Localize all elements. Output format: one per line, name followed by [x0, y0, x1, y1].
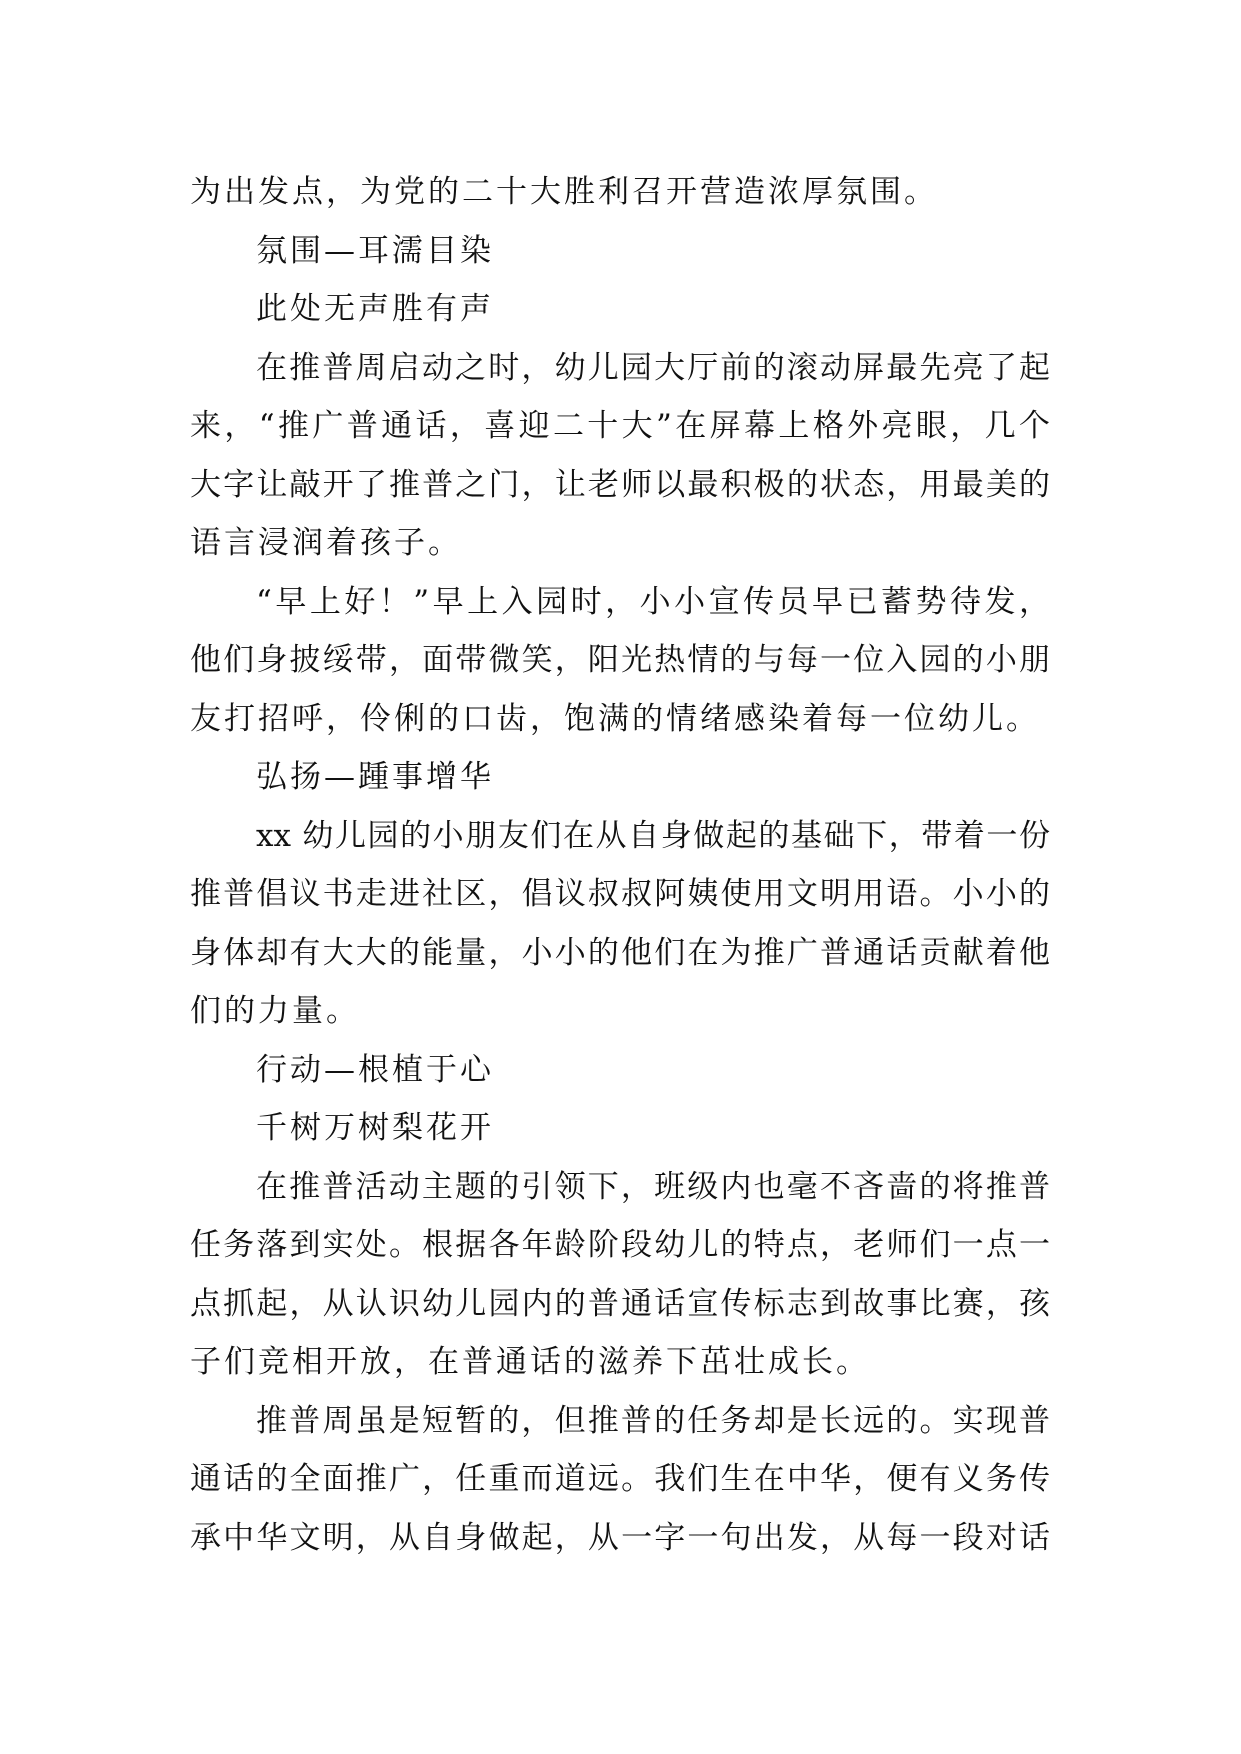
paragraph-line: 在推普周启动之时，幼儿园大厅前的滚动屏最先亮了起 [256, 349, 1050, 386]
paragraph-line: 语言浸润着孩子。 [190, 525, 462, 561]
section-heading: 氛围—耳濡目染 [256, 232, 494, 269]
paragraph-line: 点抓起，从认识幼儿园内的普通话宣传标志到故事比赛，孩 [190, 1285, 1050, 1322]
paragraph-line: 推普周虽是短暂的，但推普的任务却是长远的。实现普 [256, 1402, 1050, 1439]
paragraph-line: 友打招呼，伶俐的口齿，饱满的情绪感染着每一位幼儿。 [190, 700, 1040, 737]
paragraph-line: 在推普活动主题的引领下，班级内也毫不吝啬的将推普 [256, 1168, 1050, 1205]
paragraph-line: 通话的全面推广，任重而道远。我们生在中华，便有义务传 [190, 1461, 1050, 1497]
paragraph-line: 推普倡议书走进社区，倡议叔叔阿姨使用文明用语。小小的 [190, 876, 1050, 912]
section-heading: 行动—根植于心 [256, 1051, 494, 1088]
paragraph-line: 为出发点，为党的二十大胜利召开营造浓厚氛围。 [190, 174, 938, 210]
paragraph-line: 身体却有大大的能量，小小的他们在为推广普通话贡献着他 [190, 934, 1050, 971]
paragraph-line: 承中华文明，从自身做起，从一字一句出发，从每一段对话 [190, 1519, 1050, 1556]
paragraph-line: 大字让敲开了推普之门，让老师以最积极的状态，用最美的 [190, 466, 1050, 503]
paragraph-line: “早上好！”早上入园时，小小宣传员早已蓄势待发， [256, 583, 1050, 620]
paragraph-line: 来，“推广普通话，喜迎二十大”在屏幕上格外亮眼，几个 [190, 408, 1050, 444]
paragraph-line: xx 幼儿园的小朋友们在从自身做起的基础下，带着一份 [256, 817, 1050, 854]
document-body [190, 163, 1050, 1567]
section-subheading: 此处无声胜有声 [256, 291, 494, 327]
paragraph-line: 们的力量。 [190, 993, 360, 1029]
section-subheading: 千树万树梨花开 [256, 1110, 494, 1146]
paragraph-line: 任务落到实处。根据各年龄阶段幼儿的特点，老师们一点一 [190, 1227, 1050, 1263]
paragraph-line: 他们身披绥带，面带微笑，阳光热情的与每一位入园的小朋 [190, 642, 1050, 678]
paragraph-line: 子们竞相开放，在普通话的滋养下茁壮成长。 [190, 1344, 870, 1380]
section-heading: 弘扬—踵事增华 [256, 759, 494, 795]
